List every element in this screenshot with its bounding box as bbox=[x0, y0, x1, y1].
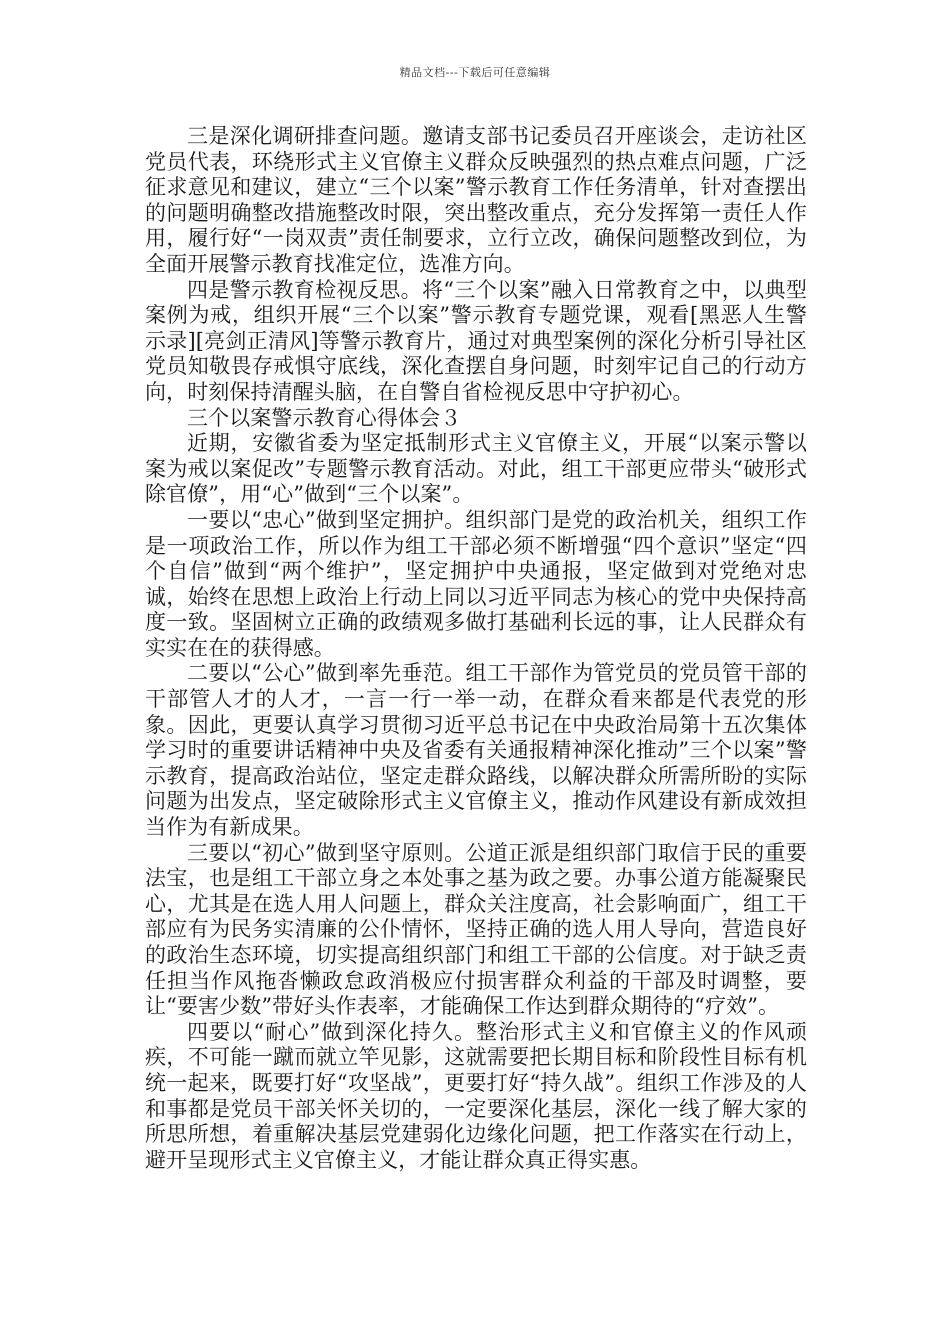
paragraph: 三是深化调研排查问题。邀请支部书记委员召开座谈会，走访社区党员代表，环绕形式主义官僚主义群众反映强烈的热点难点问题，广泛征求意见和建议，建立“三个以案”警示教育工作任务清单，针对查摆出的问题明确整改措施整改时限，突出整改重点，充分发挥第一责任人作用，履行好“一岗双责”责任制要求，立行立改，确保问题整改到位，为全面开展警示教育找准定位，选准方向。 bbox=[145, 124, 807, 276]
paragraph: 四是警示教育检视反思。将“三个以案”融入日常教育之中，以典型案例为戒，组织开展“三个以案”警示教育专题党课，观看[黑恶人生警示录][亮剑正清风]等警示教育片，通过对典型案例的深化分析引导社区党员知敬畏存戒惧守底线，深化查摆自身问题，时刻牢记自己的行动方向，时刻保持清醒头脑，在自警自省检视反思中守护初心。 bbox=[145, 277, 807, 404]
document-body bbox=[145, 124, 807, 1173]
paragraph: 近期，安徽省委为坚定抵制形式主义官僚主义，开展“以案示警以案为戒以案促改”专题警示教育活动。对此，组工干部更应带头“破形式除官僚”，用“心”做到“三个以案”。 bbox=[145, 431, 807, 507]
paragraph: 三要以“初心”做到坚守原则。公道正派是组织部门取信于民的重要法宝，也是组工干部立身之本处事之基为政之要。办事公道方能凝聚民心，尤其是在选人用人问题上，群众关注度高，社会影响面广，组工干部应有为民务实清廉的公仆情怀，坚持正确的选人用人导向，营造良好的政治生态环境，切实提高组织部门和组工干部的公信度。对于缺乏责任担当作风拖沓懒政怠政消极应付损害群众利益的干部及时调整，要让“要害少数”带好头作表率，才能确保工作达到群众期待的“疗效”。 bbox=[145, 840, 807, 1019]
section-title: 三个以案警示教育心得体会３ bbox=[187, 405, 462, 430]
paragraph: 四要以“耐心”做到深化持久。整治形式主义和官僚主义的作风顽疾，不可能一蹴而就立竿见影，这就需要把长期目标和阶段性目标有机统一起来，既要打好“攻坚战”，更要打好“持久战”。组织工作涉及的人和事都是党员干部关怀关切的，一定要深化基层，深化一线了解大家的所思所想，着重解决基层党建弱化边缘化问题，把工作落实在行动上，避开呈现形式主义官僚主义，才能让群众真正得实惠。 bbox=[145, 1019, 807, 1172]
page-header: 精品文档---下载后可任意编辑 bbox=[399, 66, 551, 79]
paragraph: 二要以“公心”做到率先垂范。组工干部作为管党员的党员管干部的干部管人才的人才，一言一行一举一动，在群众看来都是代表党的形象。因此，更要认真学习贯彻习近平总书记在中央政治局第十五次集体学习时的重要讲话精神中央及省委有关通报精神深化推动”三个以案”警示教育，提高政治站位，坚定走群众路线，以解决群众所需所盼的实际问题为出发点，坚定破除形式主义官僚主义，推动作风建设有新成效担当作为有新成果。 bbox=[145, 661, 807, 840]
paragraph: 一要以“忠心”做到坚定拥护。组织部门是党的政治机关，组织工作是一项政治工作，所以作为组工干部必须不断增强“四个意识”坚定“四个自信”做到“两个维护”，坚定拥护中央通报，坚定做到对党绝对忠诚，始终在思想上政治上行动上同以习近平同志为核心的党中央保持高度一致。坚固树立正确的政绩观多做打基础利长远的事，让人民群众有实实在在的获得感。 bbox=[145, 507, 807, 660]
